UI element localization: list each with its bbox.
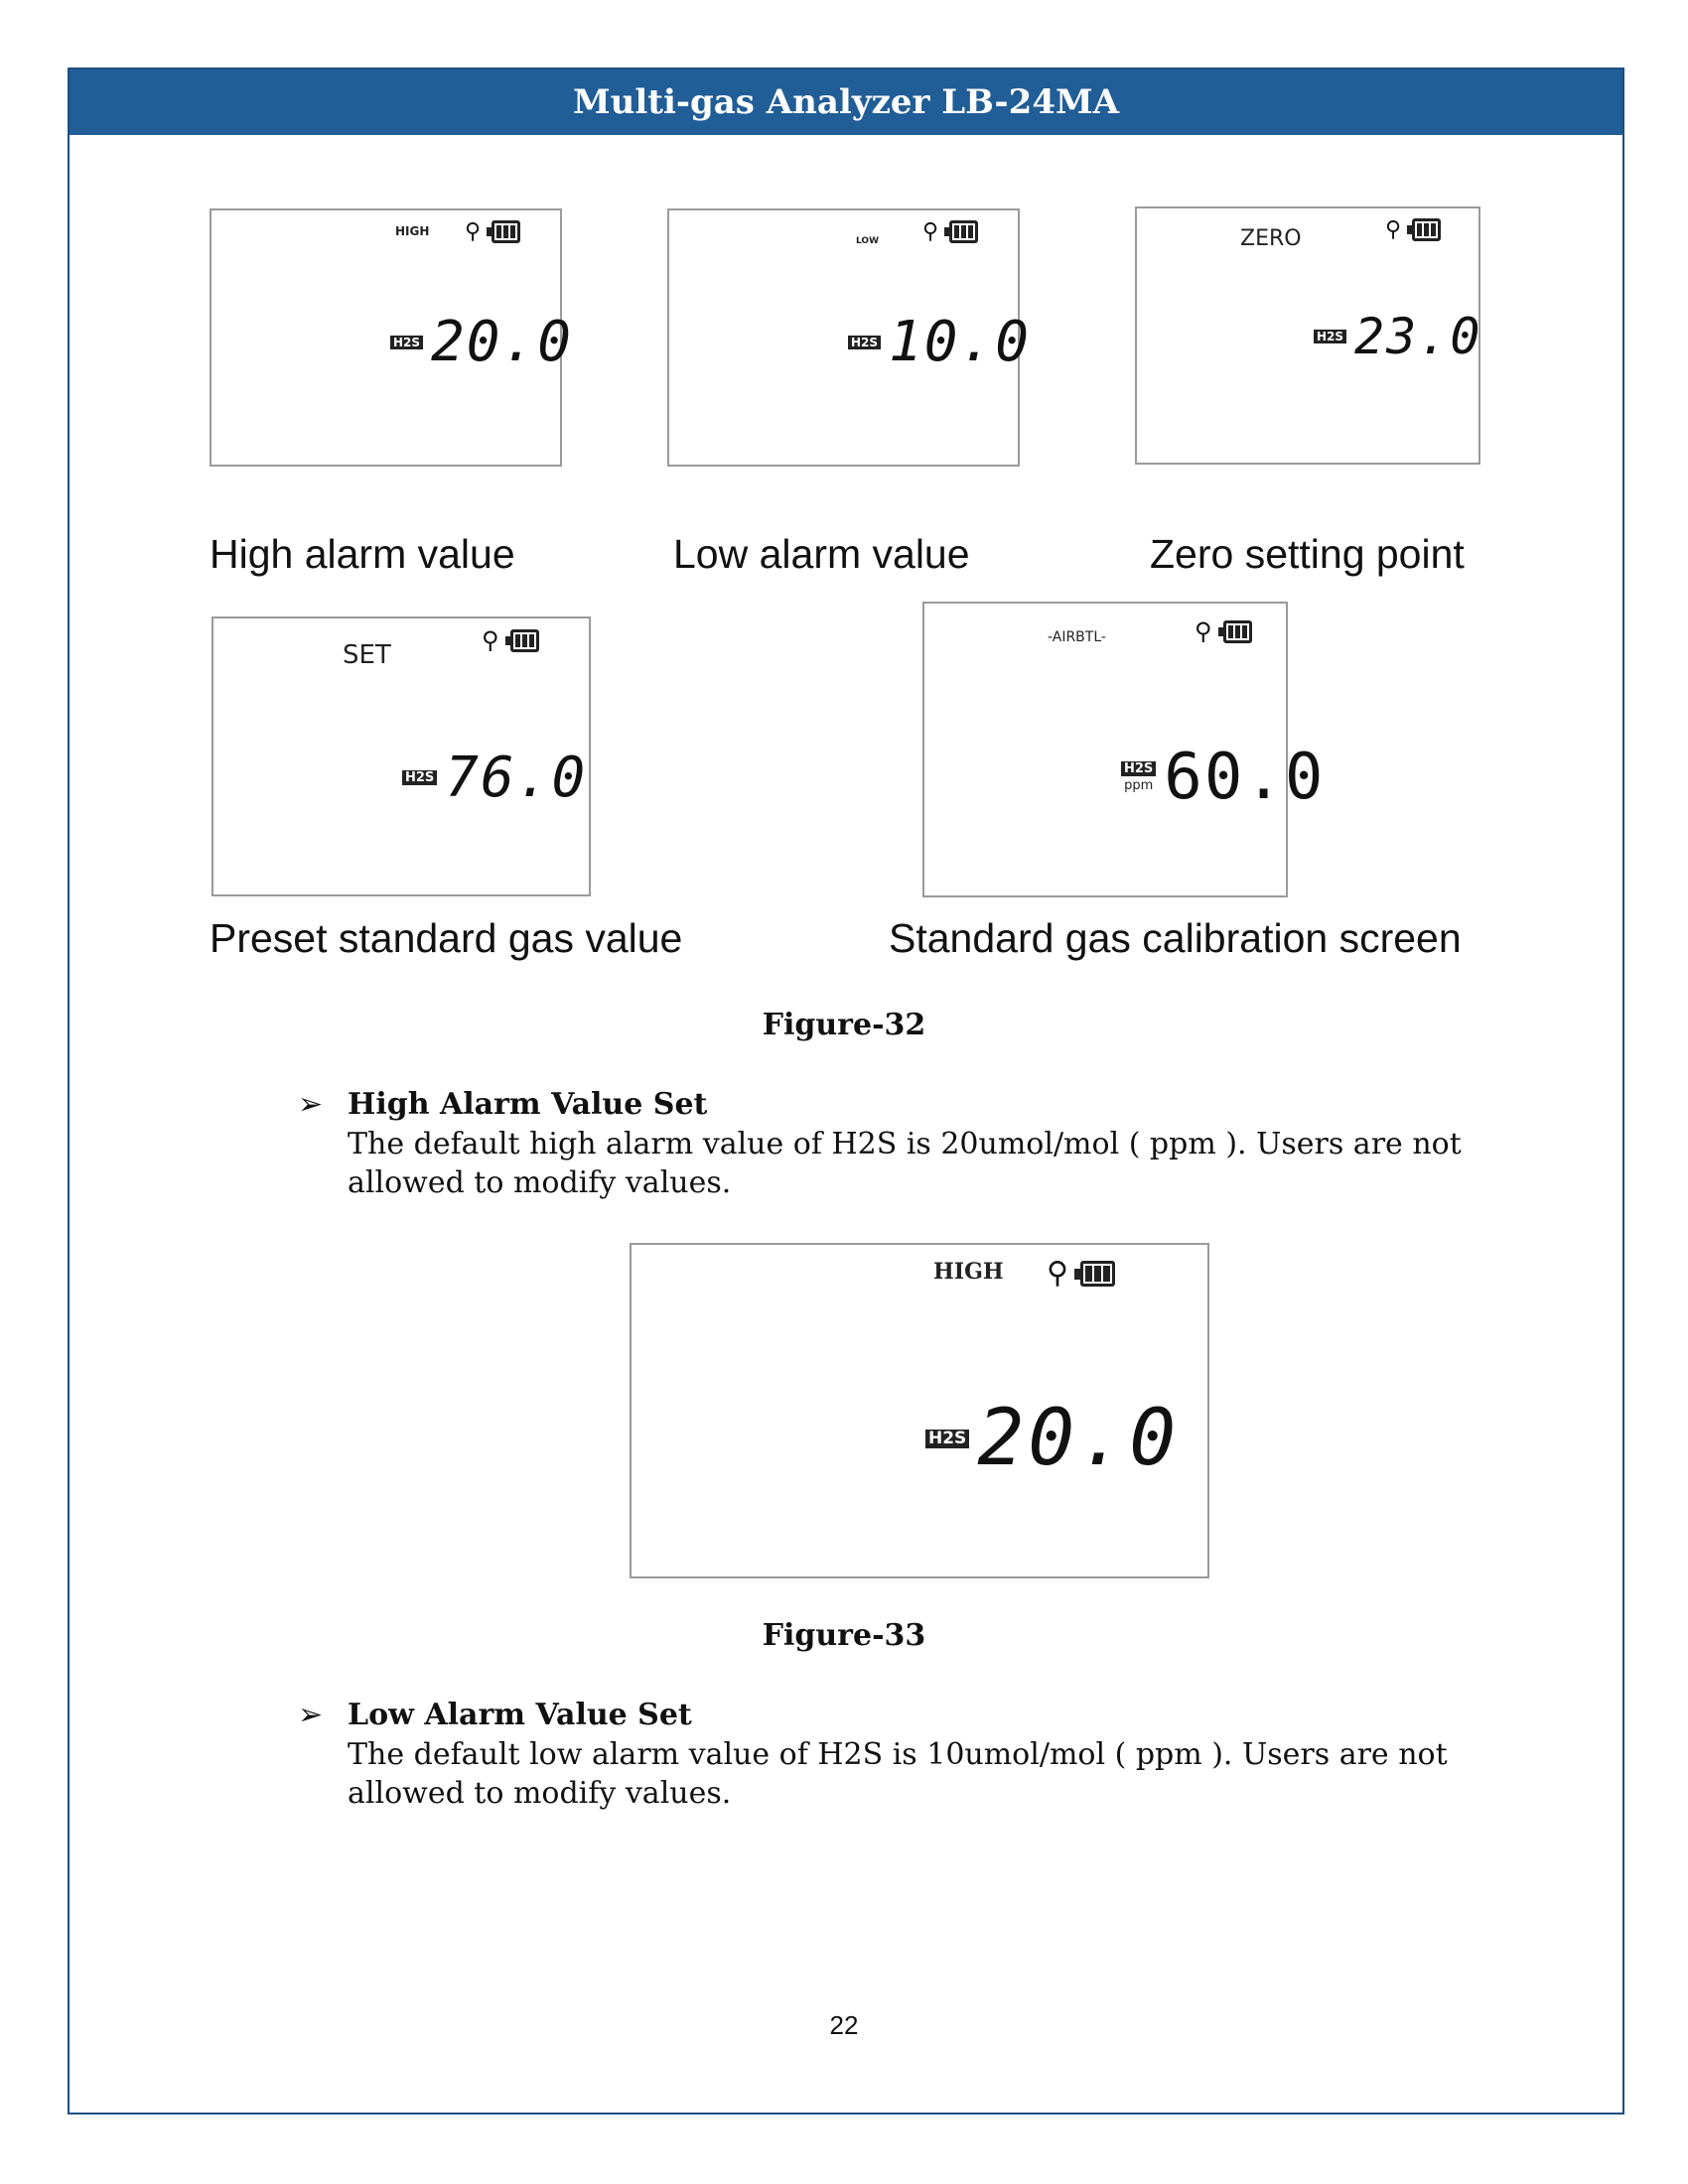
- sensor-icon: ⚲: [482, 626, 499, 654]
- battery-icon: [1074, 1261, 1115, 1287]
- lcd-mode-label: HIGH: [395, 224, 430, 238]
- lcd-status-icons: [922, 220, 978, 243]
- gas-indicator: H2S: [925, 1430, 969, 1448]
- reading-value: 20.0: [977, 1394, 1181, 1483]
- lcd-figure-33: [630, 1243, 1209, 1578]
- lcd-calibration-screen: [922, 602, 1326, 897]
- caption-low-alarm: Low alarm value: [673, 531, 970, 577]
- figure-33-label: Figure-33: [762, 1618, 926, 1653]
- battery-icon: [1218, 620, 1252, 643]
- lcd-reading: [848, 310, 1031, 374]
- gas-indicator: H2S: [390, 336, 423, 349]
- reading-value: 20.0: [431, 310, 573, 374]
- lcd-status-icons: [482, 628, 539, 652]
- arrowhead-bullet-icon: ➢: [298, 1087, 324, 1122]
- lcd-reading: [1314, 308, 1481, 365]
- lcd-status-icons: [1385, 218, 1441, 241]
- section-high-alarm: [298, 1085, 1509, 1202]
- reading-value: 60.0: [1164, 741, 1326, 814]
- gas-indicator: H2S: [1314, 330, 1346, 343]
- section-body: The default low alarm value of H2S is 10umol/mol ( ppm ). Users are not allowed to modify values.: [348, 1737, 1448, 1811]
- battery-icon: [944, 220, 978, 243]
- gas-indicator: H2S: [848, 336, 881, 349]
- lcd-reading: [402, 746, 587, 810]
- lcd-reading: [925, 1394, 1180, 1483]
- sensor-icon: ⚲: [1047, 1256, 1068, 1291]
- lcd-reading: [1121, 741, 1325, 814]
- section-heading: High Alarm Value Set: [348, 1087, 708, 1122]
- section-body: The default high alarm value of H2S is 20umol/mol ( ppm ). Users are not allowed to modify values.: [348, 1127, 1462, 1200]
- sensor-icon: ⚲: [922, 218, 939, 244]
- lcd-mode-label: HIGH: [933, 1259, 1004, 1285]
- lcd-zero-point: [1135, 206, 1480, 465]
- caption-preset-gas: Preset standard gas value: [210, 915, 683, 961]
- reading-value: 23.0: [1354, 308, 1482, 365]
- unit-label: ppm: [1124, 778, 1154, 793]
- battery-icon: [1407, 218, 1441, 241]
- lcd-low-alarm: [667, 208, 1031, 467]
- reading-value: 10.0: [889, 310, 1031, 374]
- lcd-preset-gas: [211, 616, 591, 896]
- caption-calibration-screen: Standard gas calibration screen: [889, 915, 1462, 961]
- section-low-alarm: [298, 1696, 1509, 1813]
- gas-indicator: H2S: [402, 770, 437, 785]
- lcd-high-alarm: [210, 208, 573, 467]
- battery-icon: [487, 220, 520, 243]
- caption-high-alarm: High alarm value: [210, 531, 515, 577]
- lcd-status-icons: [1047, 1256, 1115, 1291]
- arrowhead-bullet-icon: ➢: [298, 1698, 324, 1732]
- caption-zero-point: Zero setting point: [1150, 531, 1465, 577]
- sensor-icon: ⚲: [465, 218, 482, 244]
- lcd-mode-label: -AIRBTL-: [1048, 629, 1106, 645]
- lcd-status-icons: [465, 220, 520, 243]
- section-heading: Low Alarm Value Set: [348, 1698, 692, 1732]
- lcd-reading: [390, 310, 573, 374]
- sensor-icon: ⚲: [1195, 617, 1212, 645]
- lcd-mode-label: LOW: [856, 236, 879, 246]
- lcd-mode-label: ZERO: [1240, 226, 1302, 251]
- figure-32-label: Figure-32: [762, 1008, 926, 1042]
- lcd-mode-label: SET: [343, 640, 391, 670]
- document-header: Multi-gas Analyzer LB-24MA: [70, 69, 1622, 135]
- battery-icon: [505, 629, 539, 652]
- sensor-icon: ⚲: [1385, 216, 1402, 242]
- gas-indicator: H2S: [1121, 761, 1156, 776]
- reading-value: 76.0: [445, 746, 588, 810]
- page-number: 22: [829, 2010, 859, 2040]
- lcd-status-icons: [1195, 619, 1252, 643]
